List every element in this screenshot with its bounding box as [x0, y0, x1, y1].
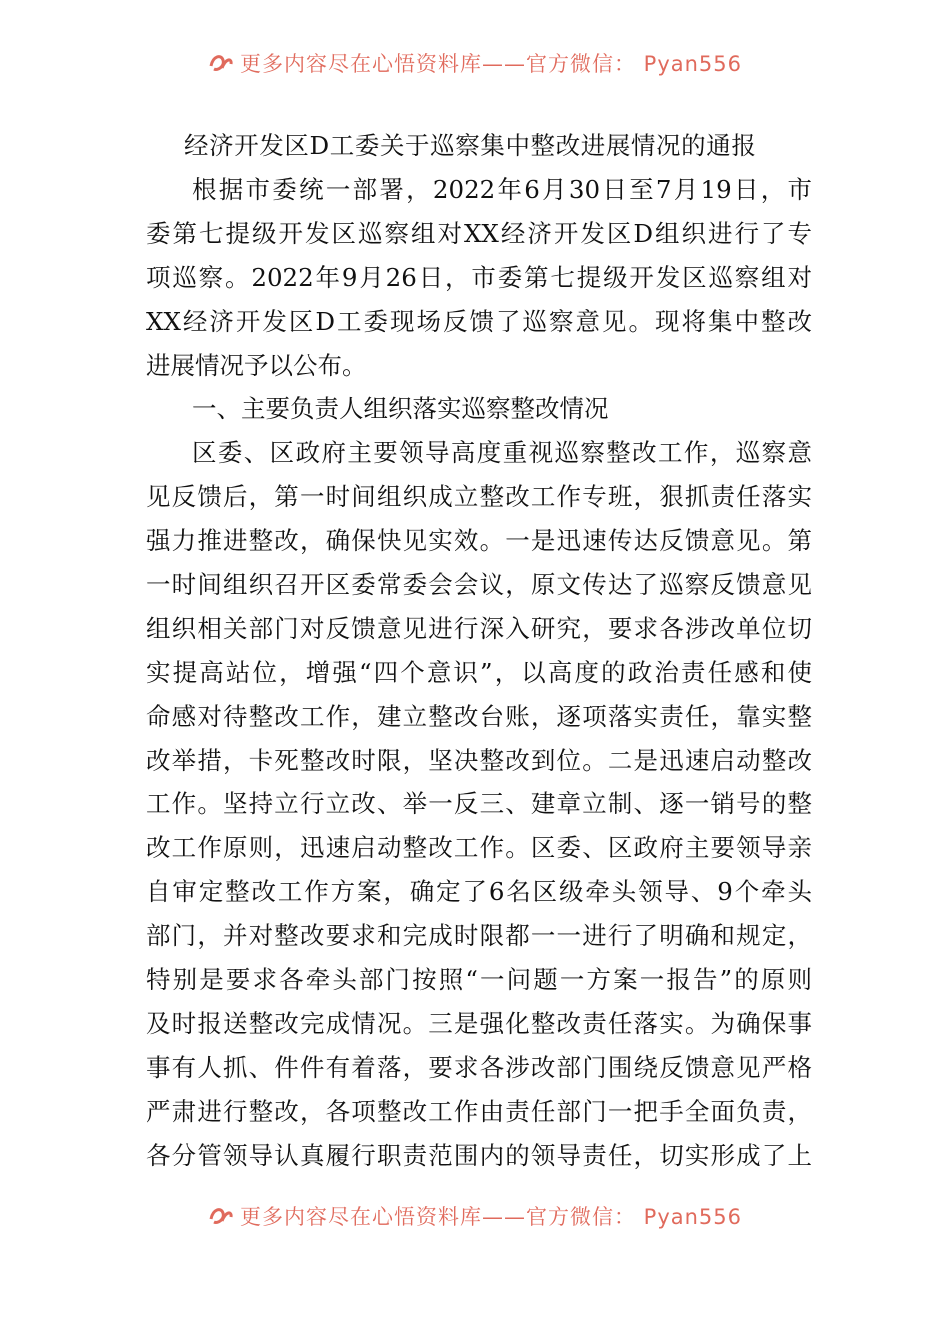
paragraph-line: 工作。坚持立行立改、举一反三、建章立制、逐一销号的整	[146, 789, 812, 819]
paragraph-line: 各分管领导认真履行职责范围内的领导责任，切实形成了上	[146, 1140, 812, 1170]
header-watermark	[0, 52, 950, 92]
paragraph-line: 改举措，卡死整改时限，坚决整改到位。二是迅速启动整改	[146, 745, 812, 775]
paragraph-line: 一时间组织召开区委常委会会议，原文传达了巡察反馈意见	[146, 570, 812, 600]
paragraph-line: XX经济开发区D工委现场反馈了巡察意见。现将集中整改	[146, 306, 812, 336]
paragraph-line: 区委、区政府主要领导高度重视巡察整改工作，巡察意	[192, 438, 812, 468]
watermark-text: 更多内容尽在心悟资料库——官方微信： Pyan556	[239, 1205, 743, 1229]
document-body	[146, 124, 812, 1177]
paragraph-line: 见反馈后，第一时间组织成立整改工作专班，狠抓责任落实	[146, 482, 812, 512]
paragraph-line: 委第七提级开发区巡察组对XX经济开发区D组织进行了专	[146, 218, 812, 248]
paragraph-line: 项巡察。2022年9月26日，市委第七提级开发区巡察组对	[146, 262, 812, 292]
paragraph-line: 实提高站位，增强“四个意识”，以高度的政治责任感和使	[146, 657, 812, 687]
paragraph-line: 严肃进行整改，各项整改工作由责任部门一把手全面负责，	[146, 1096, 812, 1126]
paragraph-line: 命感对待整改工作，建立整改台账，逐项落实责任，靠实整	[146, 701, 812, 731]
paragraph-line: 根据市委统一部署，2022年6月30日至7月19日，市	[192, 175, 812, 204]
footer-watermark	[0, 1205, 950, 1245]
paragraph-line: 部门，并对整改要求和完成时限都一一进行了明确和规定，	[146, 921, 812, 951]
watermark-text: 更多内容尽在心悟资料库——官方微信： Pyan556	[239, 52, 743, 76]
paragraph-line: 事有人抓、件件有着落，要求各涉改部门围绕反馈意见严格	[146, 1052, 812, 1082]
logo-icon	[208, 1205, 234, 1227]
logo-icon	[208, 52, 234, 74]
paragraph-line: 自审定整改工作方案，确定了6名区级牵头领导、9个牵头	[146, 877, 812, 907]
paragraph-line: 特别是要求各牵头部门按照“一问题一方案一报告”的原则	[146, 965, 812, 995]
paragraph-line: 进展情况予以公布。	[146, 350, 367, 380]
paragraph-line: 及时报送整改完成情况。三是强化整改责任落实。为确保事	[146, 1008, 812, 1038]
paragraph-line: 强力推进整改，确保快见实效。一是迅速传达反馈意见。第	[146, 526, 812, 556]
paragraph-line: 改工作原则，迅速启动整改工作。区委、区政府主要领导亲	[146, 833, 812, 863]
section-heading: 一、主要负责人组织落实巡察整改情况	[192, 394, 609, 424]
paragraph-line: 组织相关部门对反馈意见进行深入研究，要求各涉改单位切	[146, 613, 812, 643]
document-title: 经济开发区D工委关于巡察集中整改进展情况的通报	[184, 131, 757, 160]
